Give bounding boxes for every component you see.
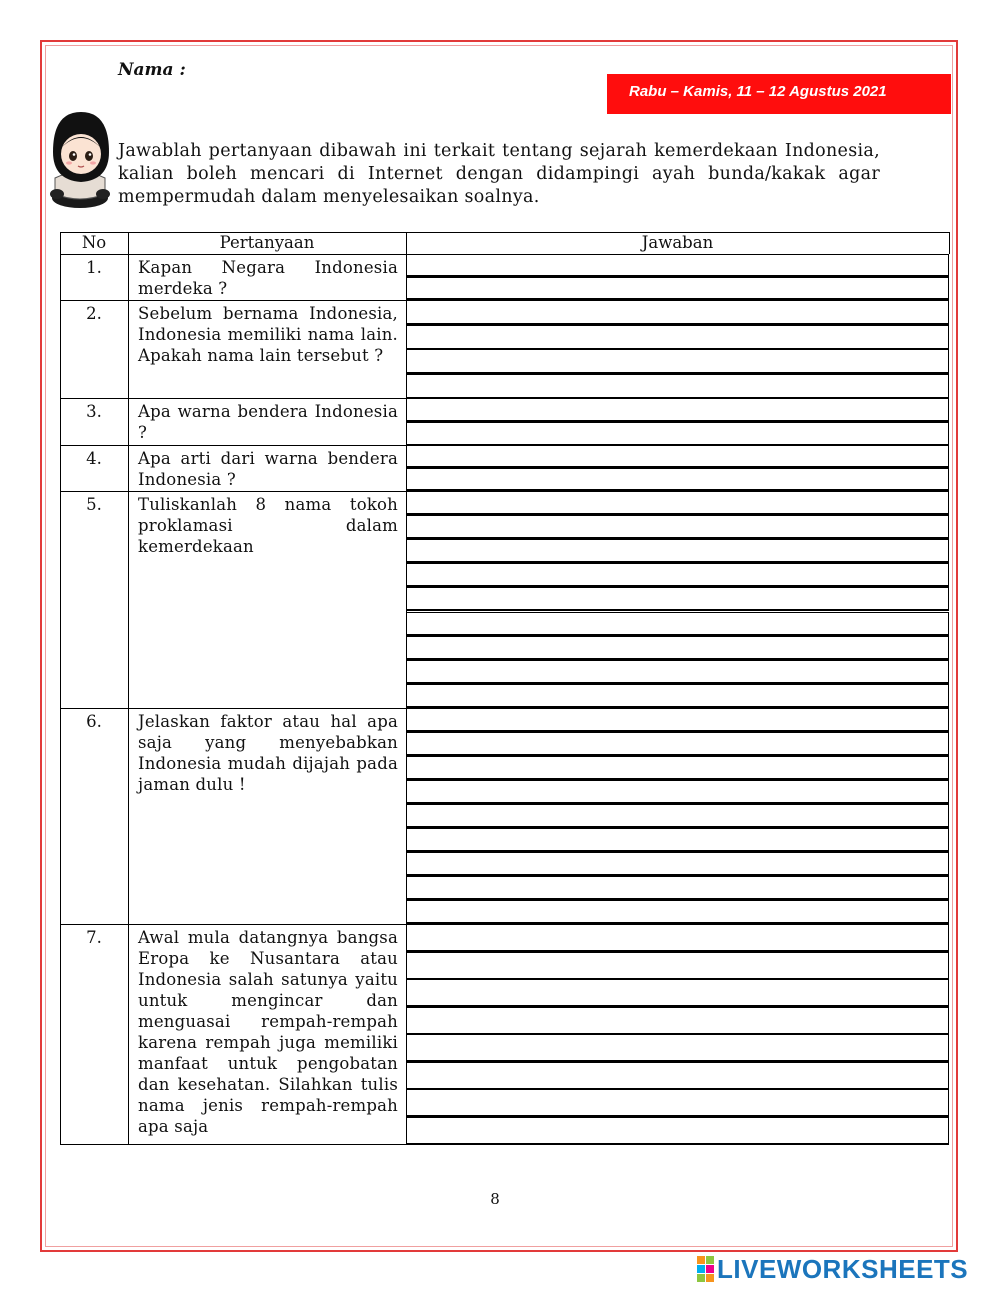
answer-input-line[interactable] (406, 539, 949, 563)
row-number: 3. (86, 402, 102, 421)
date-banner: Rabu – Kamis, 11 – 12 Agustus 2021 (607, 74, 951, 114)
answer-input-line[interactable] (406, 732, 949, 756)
answer-input-line[interactable] (406, 398, 949, 422)
answer-input-line[interactable] (406, 780, 949, 804)
answer-input-line[interactable] (406, 804, 949, 828)
answer-input-line[interactable] (406, 852, 949, 876)
question-text: Tuliskanlah 8 nama tokoh proklamasi dalam kemerdekaan (138, 495, 398, 556)
answer-input-line[interactable] (406, 1117, 949, 1145)
instruction-text: Jawablah pertanyaan dibawah ini terkait tentang sejarah kemerdekaan Indonesia, kalian boleh mencari di Internet dengan didampingi ayah bunda/kakak agar mempermudah dalam menyelesaikan soalnya. (118, 141, 880, 207)
answer-input-line[interactable] (406, 684, 949, 708)
answer-input-line[interactable] (406, 979, 949, 1007)
answer-input-line[interactable] (406, 325, 949, 350)
header-answer: Jawaban (641, 233, 714, 252)
answer-input-line[interactable] (406, 563, 949, 587)
answer-input-line[interactable] (406, 468, 949, 491)
answer-input-line[interactable] (406, 612, 949, 636)
answer-input-line[interactable] (406, 708, 949, 732)
answer-input-line[interactable] (406, 900, 949, 924)
answer-input-line[interactable] (406, 924, 949, 952)
answer-input-line[interactable] (406, 1007, 949, 1035)
answer-input-line[interactable] (406, 422, 949, 446)
question-text: Apa warna bendera Indonesia ? (138, 402, 398, 442)
question-text: Apa arti dari warna bendera Indonesia ? (138, 449, 398, 489)
answer-input-line[interactable] (406, 876, 949, 900)
question-text: Jelaskan faktor atau hal apa saja yang menyebabkan Indonesia mudah dijajah pada jaman dulu ! (138, 712, 398, 794)
table-border-right (949, 232, 950, 254)
answer-input-line[interactable] (406, 587, 949, 611)
row-number: 2. (86, 304, 102, 323)
hijab-girl-mascot-icon (45, 108, 115, 212)
answer-input-line[interactable] (406, 952, 949, 980)
question-text: Kapan Negara Indonesia merdeka ? (138, 258, 398, 298)
row-number: 4. (86, 449, 102, 468)
answer-input-line[interactable] (406, 1089, 949, 1117)
question-text: Awal mula datangnya bangsa Eropa ke Nusantara atau Indonesia salah satunya yaitu untuk mengincar dan menguasai rempah-rempah karena rempah juga memiliki manfaat untuk pengobatan dan kesehatan. Silahkan tulis nama jenis rempah-rempah apa saja (138, 928, 398, 1136)
answer-input-line[interactable] (406, 491, 949, 515)
answer-input-line[interactable] (406, 1034, 949, 1062)
answer-input-line[interactable] (406, 636, 949, 660)
answer-input-line[interactable] (406, 660, 949, 684)
answer-input-line[interactable] (406, 445, 949, 468)
answer-input-line[interactable] (406, 254, 949, 277)
answer-input-line[interactable] (406, 1062, 949, 1090)
row-divider (60, 1144, 406, 1145)
row-number: 5. (86, 495, 102, 514)
name-label: Nama : (118, 60, 186, 80)
answer-input-line[interactable] (406, 374, 949, 399)
answer-input-line[interactable] (406, 277, 949, 300)
answer-input-line[interactable] (406, 300, 949, 325)
answer-input-line[interactable] (406, 515, 949, 539)
brand-name: LIVEWORKSHEETS (717, 1253, 969, 1284)
answer-input-line[interactable] (406, 828, 949, 852)
header-question: Pertanyaan (219, 233, 315, 252)
answer-input-line[interactable] (406, 756, 949, 780)
brand-footer (697, 1255, 968, 1283)
row-number: 6. (86, 712, 102, 731)
row-number: 7. (86, 928, 102, 947)
page-number: 8 (490, 1190, 500, 1208)
row-number: 1. (86, 258, 102, 277)
answer-input-line[interactable] (406, 349, 949, 374)
brand-logo-icon (697, 1256, 714, 1282)
table-border-left (60, 232, 61, 1144)
question-text: Sebelum bernama Indonesia, Indonesia memiliki nama lain. Apakah nama lain tersebut ? (138, 304, 398, 365)
header-no: No (81, 233, 107, 252)
